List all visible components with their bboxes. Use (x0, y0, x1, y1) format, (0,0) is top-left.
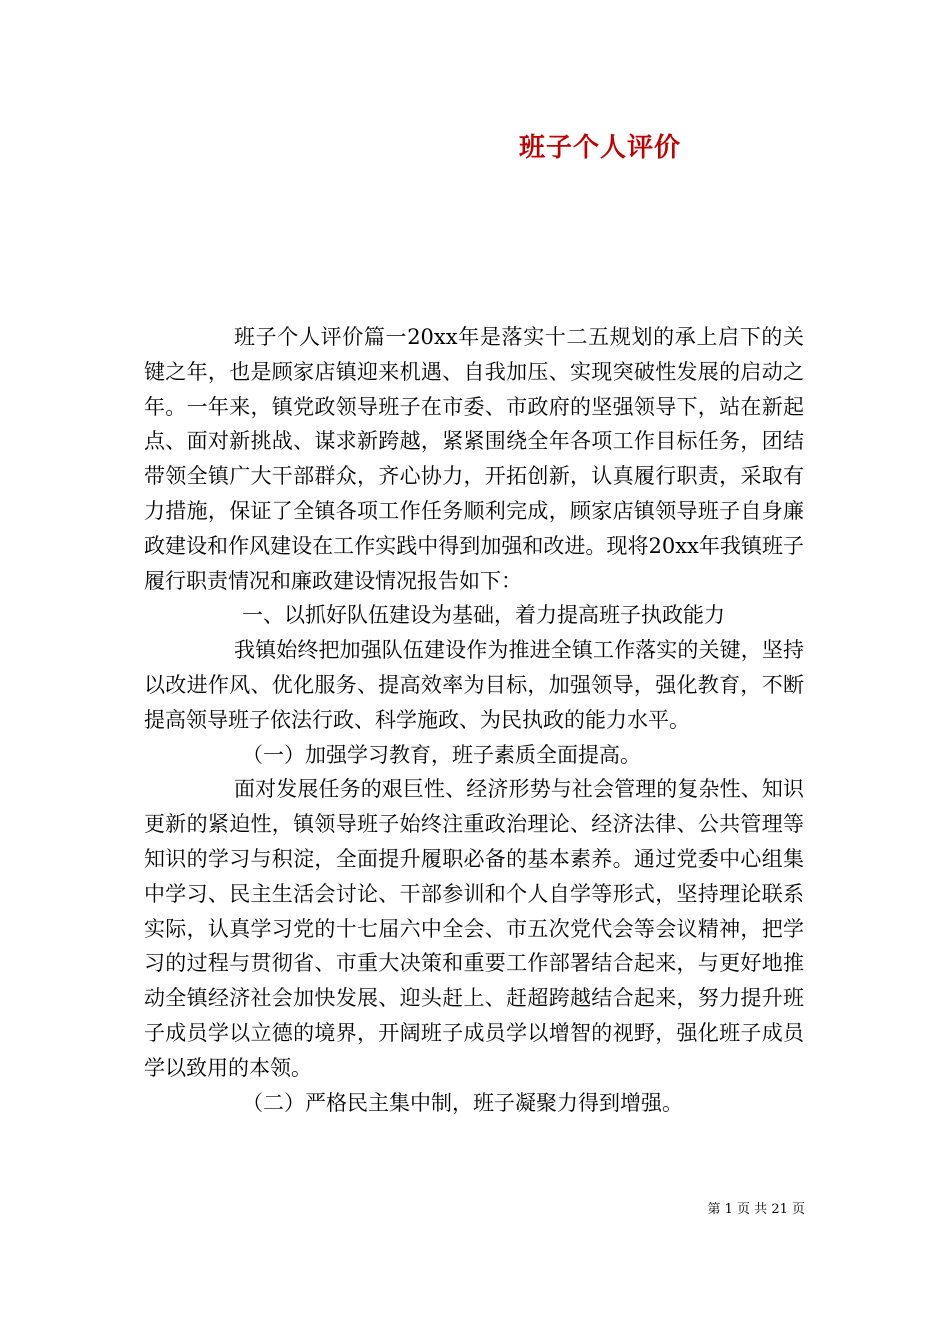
document-title: 班子个人评价 (518, 133, 681, 163)
paragraph-intro: 班子个人评价篇一20xx年是落实十二五规划的承上启下的关键之年，也是顾家店镇迎来机遇、自我加压、实现突破性发展的启动之年。一年来，镇党政领导班子在市委、市政府的坚强领导下，站在新起点、面对新挑战、谋求新跨越，紧紧围绕全年各项工作目标任务，团结带领全镇广大干部群众，齐心协力，开拓创新，认真履行职责，采取有力措施，保证了全镇各项工作任务顺利完成，顾家店镇领导班子自身廉政建设和作风建设在工作实践中得到加强和改进。现将20xx年我镇班子履行职责情况和廉政建设情况报告如下： (144, 325, 804, 593)
section-heading-1: 一、以抓好队伍建设为基础，着力提高班子执政能力 (242, 603, 725, 628)
page-number-footer: 第 1 页 共 21 页 (707, 1202, 805, 1217)
paragraph-team-building: 我镇始终把加强队伍建设作为推进全镇工作落实的关键，坚持以改进作风、优化服务、提高效率为目标，加强领导，强化教育，不断提高领导班子依法行政、科学施政、为民执政的能力水平。 (144, 638, 804, 732)
subsection-heading-2: （二）严格民主集中制，班子凝聚力得到增强。 (242, 1090, 683, 1115)
subsection-heading-1: （一）加强学习教育，班子素质全面提高。 (242, 742, 641, 767)
paragraph-study-education: 面对发展任务的艰巨性、经济形势与社会管理的复杂性、知识更新的紧迫性，镇领导班子始终注重政治理论、经济法律、公共管理等知识的学习与积淀，全面提升履职必备的基本素养。通过党委中心组集中学习、民主生活会讨论、干部参训和个人自学等形式，坚持理论联系实际，认真学习党的十七届六中全会、市五次党代会等会议精神，把学习的过程与贯彻省、市重大决策和重要工作部署结合起来，与更好地推动全镇经济社会加快发展、迎头赶上、赶超跨越结合起来，努力提升班子成员学以立德的境界，开阔班子成员学以增智的视野，强化班子成员学以致用的本领。 (144, 777, 804, 1080)
document-body (144, 320, 804, 1120)
